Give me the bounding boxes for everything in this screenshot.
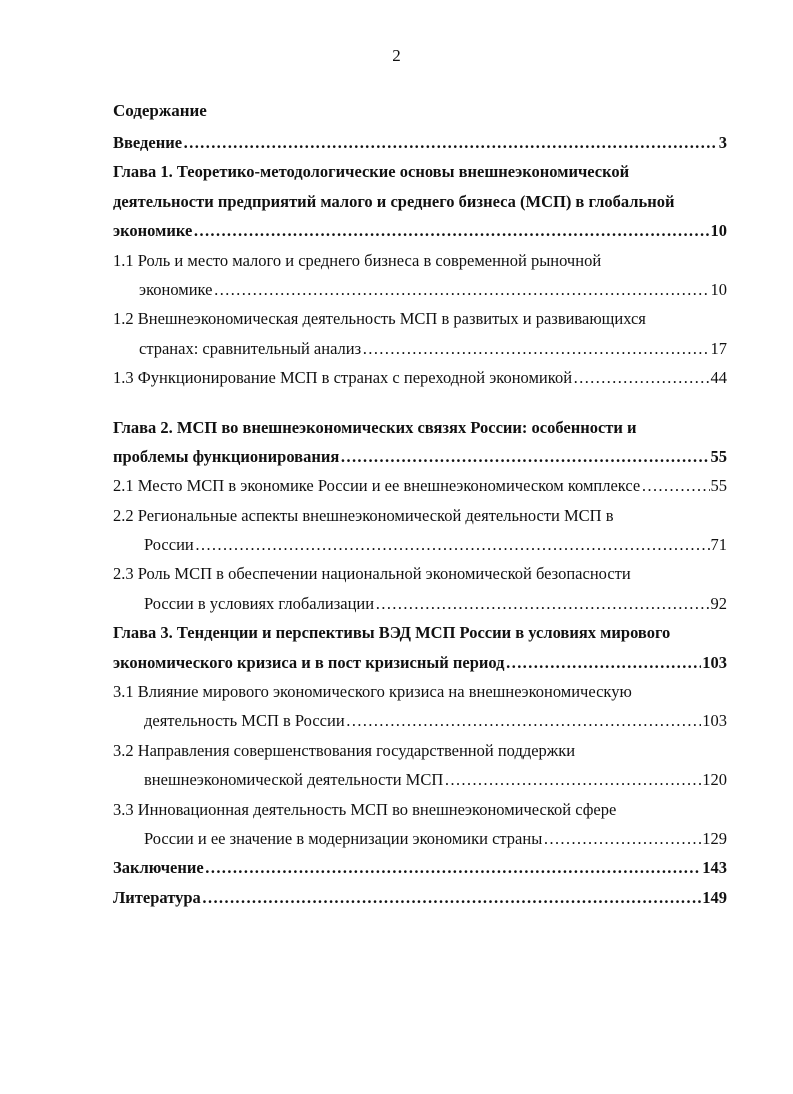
page-number: 2 [392, 46, 401, 65]
toc-entry-chapter3-line1[interactable]: Глава 3. Тенденции и перспективы ВЭД МСП России в условиях мирового [113, 623, 671, 643]
toc-entry-1-1-line1[interactable]: 1.1 Роль и место малого и среднего бизнеса в современной рыночной [113, 250, 602, 270]
toc-entry-conclusion[interactable]: Заключение ………………………………………………………………………………………………………………………………………………………………………………………… 143 [113, 853, 727, 882]
toc-entry-3-2-line2[interactable]: внешнеэкономической деятельности МСП ………………………………………………………………………………………………………………………………………………………………………………………… 120 [113, 765, 727, 794]
toc-entry-1-2-line1[interactable]: 1.2 Внешнеэкономическая деятельность МСП в развитых и развивающихся [113, 309, 646, 329]
toc-entry-chapter3-line2[interactable]: экономического кризиса и в пост кризисный период ………………………………………………………………………………………………………………………………………………………………………………………… 103 [113, 648, 727, 677]
toc-entry-intro[interactable]: Введение ………………………………………………………………………………………………………………………………………………………………………………………… 3 [113, 128, 727, 157]
toc-entry-1-2-line2[interactable]: странах: сравнительный анализ ………………………………………………………………………………………………………………………………………………………………………………………… 17 [113, 334, 727, 363]
toc-entry-1-3[interactable]: 1.3 Функционирование МСП в странах с переходной экономикой ………………………………………………………………………………………………………………………………………………………………………………………… 44 [113, 363, 727, 392]
toc-entry-3-3-line2[interactable]: России и ее значение в модернизации экономики страны ………………………………………………………………………………………………………………………………………………………………………………………… 129 [113, 824, 727, 853]
toc-entry-2-1[interactable]: 2.1 Место МСП в экономике России и ее внешнеэкономическом комплексе ………………………………………………………………………………………………………………………………………………………………………………………… 55 [113, 471, 727, 500]
toc-entry-2-2-line2[interactable]: России ………………………………………………………………………………………………………………………………………………………………………………………… 71 [113, 530, 727, 559]
toc-entry-chapter1-line1[interactable]: Глава 1. Теоретико-методологические основы внешнеэкономической [113, 162, 630, 182]
table-of-contents [113, 128, 727, 912]
toc-entry-2-3-line2[interactable]: России в условиях глобализации ………………………………………………………………………………………………………………………………………………………………………………………… 92 [113, 589, 727, 618]
toc-entry-chapter1-line2[interactable]: деятельности предприятий малого и среднего бизнеса (МСП) в глобальной [113, 191, 675, 211]
toc-entry-3-3-line1[interactable]: 3.3 Инновационная деятельность МСП во внешнеэкономической сфере [113, 799, 617, 819]
section-spacer [113, 393, 727, 413]
toc-entry-3-1-line2[interactable]: деятельность МСП в России ………………………………………………………………………………………………………………………………………………………………………………………… 103 [113, 706, 727, 735]
toc-entry-chapter2-line1[interactable]: Глава 2. МСП во внешнеэкономических связях России: особенности и [113, 417, 637, 437]
toc-entry-3-2-line1[interactable]: 3.2 Направления совершенствования государственной поддержки [113, 740, 576, 760]
toc-entry-chapter1-line3[interactable]: экономике ………………………………………………………………………………………………………………………………………………………………………………………… 10 [113, 216, 727, 245]
toc-entry-3-1-line1[interactable]: 3.1 Влияние мирового экономического кризиса на внешнеэкономическую [113, 682, 632, 702]
toc-entry-chapter2-line2[interactable]: проблемы функционирования ………………………………………………………………………………………………………………………………………………………………………………………… 55 [113, 442, 727, 471]
toc-entry-1-1-line2[interactable]: экономике ………………………………………………………………………………………………………………………………………………………………………………………… 10 [113, 275, 727, 304]
toc-entry-literature[interactable]: Литература ………………………………………………………………………………………………………………………………………………………………………………………… 149 [113, 883, 727, 912]
page-title: Содержание [113, 101, 207, 120]
toc-entry-2-3-line1[interactable]: 2.3 Роль МСП в обеспечении национальной экономической безопасности [113, 564, 631, 584]
toc-entry-2-2-line1[interactable]: 2.2 Региональные аспекты внешнеэкономической деятельности МСП в [113, 505, 614, 525]
